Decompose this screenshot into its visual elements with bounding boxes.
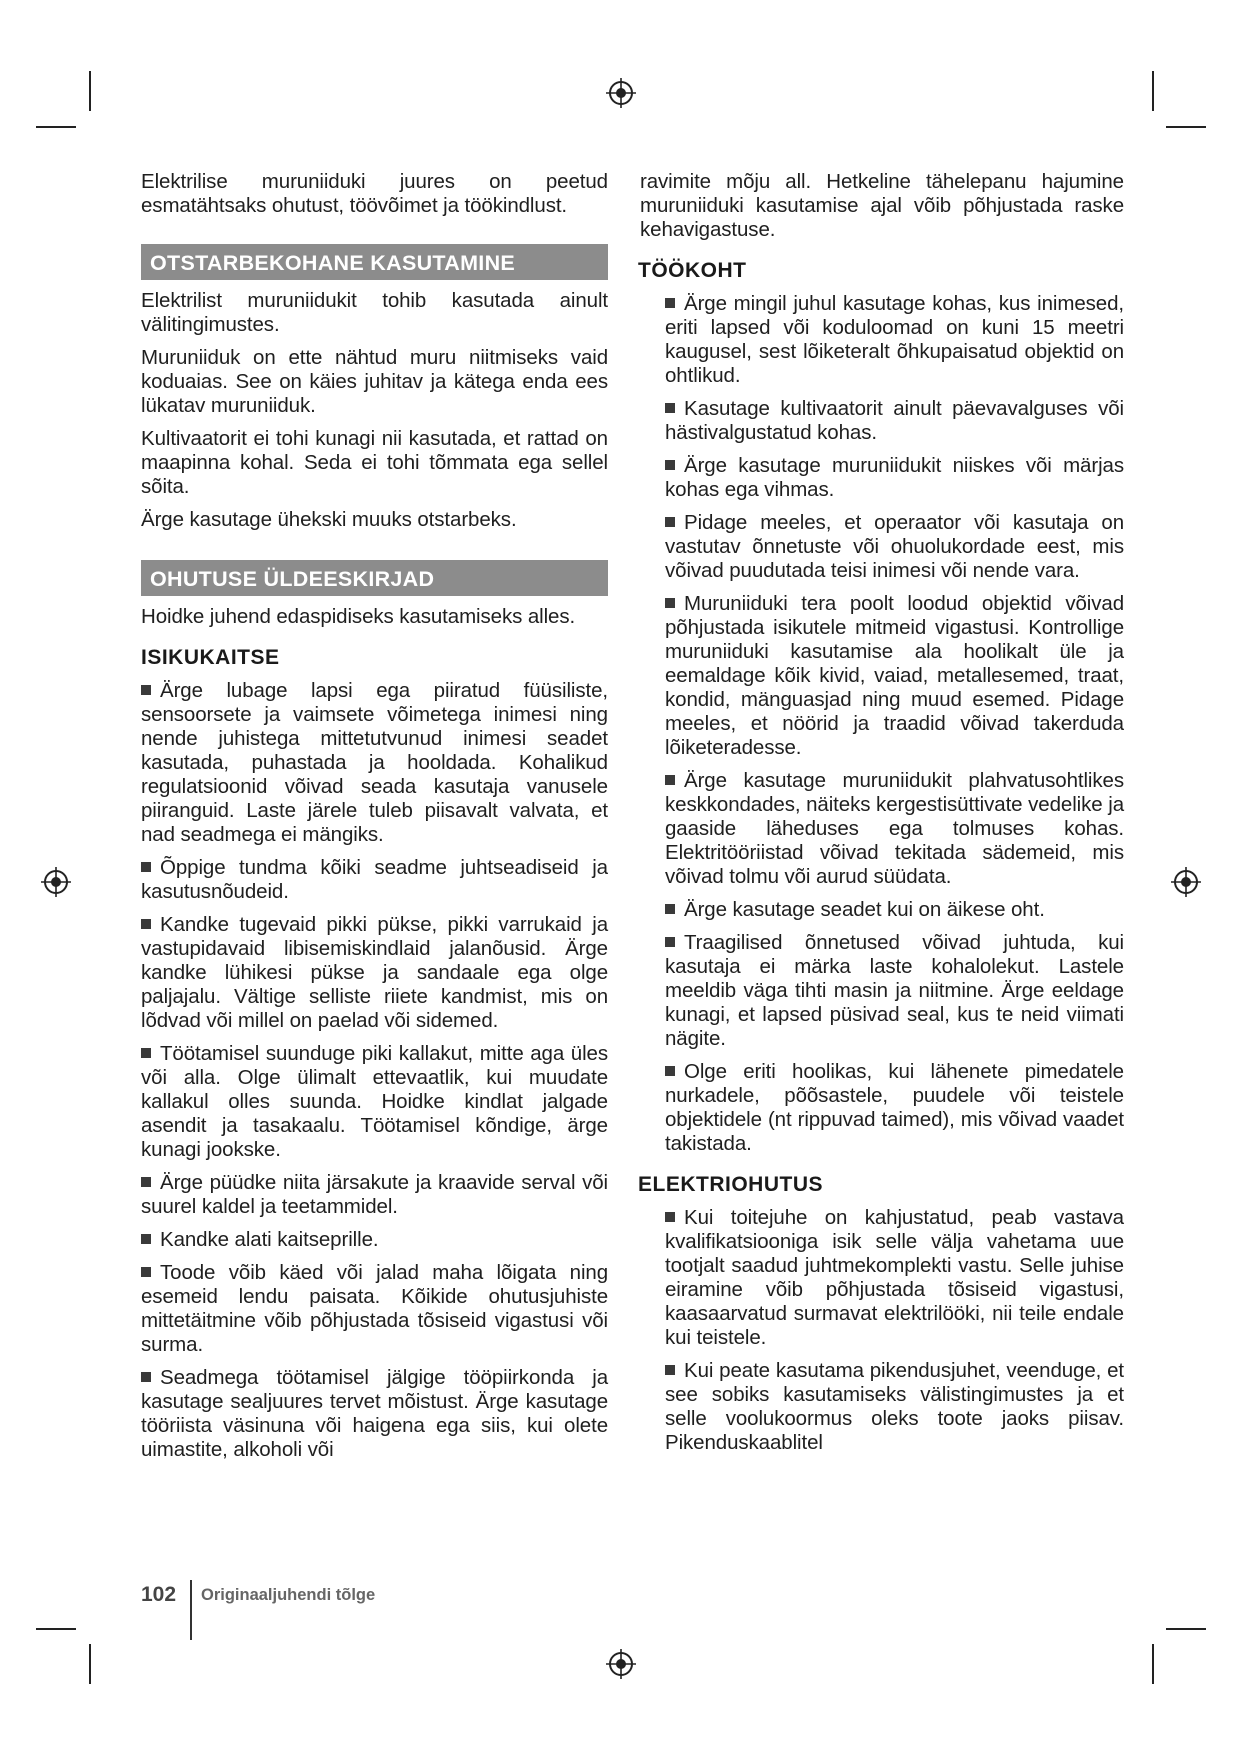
- square-bullet-icon: [141, 862, 151, 872]
- square-bullet-icon: [665, 517, 675, 527]
- crop-mark-top-left-vertical: [89, 71, 91, 111]
- bullet-item: Traagilised õnnetused võivad juhtuda, kui kasutaja ei märka laste kohalolekut. Lastele meeldib väga tihti masin ja niitmine. Ärge eeldage kunagi, et lapsed püsivad seal, kus te neid viimati nägite.: [665, 931, 1124, 1050]
- intro-paragraph: Elektrilise muruniiduki juures on peetud esmatähtsaks ohutust, töövõimet ja töökindlust.: [141, 170, 608, 217]
- bullet-item: Seadmega töötamisel jälgige tööpiirkonda ja kasutage sealjuures tervet mõistust. Ärge kasutage tööriista väsinuna või haigena ega siis, kui olete uimastite, alkoholi või: [141, 1366, 608, 1461]
- square-bullet-icon: [665, 460, 675, 470]
- bullet-item: Õppige tundma kõiki seadme juhtseadiseid ja kasutusnõudeid.: [141, 856, 608, 903]
- footer-label: Originaaljuhendi tõlge: [201, 1586, 376, 1604]
- square-bullet-icon: [665, 1212, 675, 1222]
- bullet-item: Ärge kasutage muruniidukit niiskes või märjas kohas ega vihmas.: [665, 454, 1124, 501]
- bullet-item: Töötamisel suunduge piki kallakut, mitte aga üles või alla. Olge ülimalt ettevaatlik, kui muudate kallakul olles suunda. Hoidke kindlat jalgade asendit ja tasakaalu. Töötamisel kõndige, ärge kunagi jookske.: [141, 1042, 608, 1161]
- square-bullet-icon: [665, 937, 675, 947]
- paragraph: Hoidke juhend edaspidiseks kasutamiseks alles.: [141, 605, 576, 628]
- paragraph: Ärge kasutage ühekski muuks otstarbeks.: [141, 508, 517, 531]
- bullet-item: Ärge kasutage muruniidukit plahvatusohtlikes keskkondades, näiteks kergestisüttivate vedelike ja gaaside läheduses ega tolmuses kohas. Elektritööriistad võivad tekitada sädemeid, mis võivad tolmu või aurud süüdata.: [665, 769, 1124, 888]
- subheading-electrical-safety: ELEKTRIOHUTUS: [638, 1173, 823, 1196]
- subheading-personal-protection: ISIKUKAITSE: [141, 646, 280, 669]
- square-bullet-icon: [665, 904, 675, 914]
- bullet-item: Muruniiduki tera poolt loodud objektid võivad põhjustada isikutele mitmeid vigastusi. Kontrollige muruniiduki kasutamise ala hoolikalt üle ja eemaldage kõik kivid, vaiad, metallesemed, traat, kondid, mänguasjad ning muud esemed. Pidage meeles, et nöörid ja traadid võivad takerduda lõiketeradesse.: [665, 592, 1124, 759]
- subheading-workplace: TÖÖKOHT: [638, 259, 747, 282]
- bullet-item: Kandke tugevaid pikki pükse, pikki varrukaid ja vastupidavaid libisemiskindlaid jalanõusid. Ärge kandke lühikesi pükse ja sandaale ega olge paljajalu. Vältige selliste riiete kandmist, mis on lõdvad või millel on paelad või sidemed.: [141, 913, 608, 1032]
- square-bullet-icon: [665, 298, 675, 308]
- square-bullet-icon: [141, 1372, 151, 1382]
- square-bullet-icon: [665, 1365, 675, 1375]
- crop-mark-bottom-left-vertical: [89, 1644, 91, 1684]
- bullet-item: Ärge mingil juhul kasutage kohas, kus inimesed, eriti lapsed või koduloomad on kuni 15 meetri kaugusel, sest lõiketeralt õhkupaisatud objektid on ohtlikud.: [665, 292, 1124, 387]
- bullet-item: Olge eriti hoolikas, kui lähenete pimedatele nurkadele, põõsastele, puudele või teistele objektidele (nt rippuvad taimed), mis võivad vaadet takistada.: [665, 1060, 1124, 1155]
- crop-mark-top-right-horizontal: [1166, 126, 1206, 128]
- paragraph: Kultivaatorit ei tohi kunagi nii kasutada, et rattad on maapinna kohal. Seda ei tohi tõmmata ega sellel sõita.: [141, 427, 608, 498]
- square-bullet-icon: [141, 1048, 151, 1058]
- paragraph: Elektrilist muruniidukit tohib kasutada ainult välitingimustes.: [141, 289, 608, 336]
- bullet-item: Kandke alati kaitseprille.: [141, 1228, 608, 1252]
- registration-mark-icon: [1170, 866, 1202, 898]
- bullet-item: Ärge kasutage seadet kui on äikese oht.: [665, 898, 1124, 922]
- registration-mark-icon: [40, 866, 72, 898]
- crop-mark-top-right-vertical: [1152, 71, 1154, 111]
- crop-mark-top-left-horizontal: [36, 126, 76, 128]
- square-bullet-icon: [665, 1066, 675, 1076]
- bullet-item: Pidage meeles, et operaator või kasutaja on vastutav õnnetuste või ohuolukordade eest, mis võivad puudutada teisi inimesi või nende vara.: [665, 511, 1124, 582]
- left-column: [141, 170, 608, 1471]
- continuation-paragraph: ravimite mõju all. Hetkeline tähelepanu hajumine muruniiduki kasutamise ajal võib põhjustada raske kehavigastuse.: [640, 170, 1124, 241]
- page-number: 102: [141, 1583, 177, 1606]
- square-bullet-icon: [141, 919, 151, 929]
- section-heading-general-safety: OHUTUSE ÜLDEESKIRJAD: [141, 560, 608, 596]
- registration-mark-icon: [605, 1648, 637, 1680]
- bullet-item: Toode võib käed või jalad maha lõigata ning esemeid lendu paisata. Kõikide ohutusjuhiste mittetäitmine võib põhjustada tõsiseid vigastusi või surma.: [141, 1261, 608, 1356]
- square-bullet-icon: [141, 685, 151, 695]
- crop-mark-bottom-left-horizontal: [36, 1628, 76, 1630]
- crop-mark-bottom-right-vertical: [1152, 1644, 1154, 1684]
- bullet-item: Ärge püüdke niita järsakute ja kraavide serval või suurel kaldel ja teetammidel.: [141, 1171, 608, 1218]
- square-bullet-icon: [141, 1267, 151, 1277]
- registration-mark-icon: [605, 77, 637, 109]
- section-heading-intended-use: OTSTARBEKOHANE KASUTAMINE: [141, 244, 608, 280]
- square-bullet-icon: [665, 403, 675, 413]
- right-column: [640, 170, 1124, 1464]
- bullet-item: Kasutage kultivaatorit ainult päevavalguses või hästivalgustatud kohas.: [665, 397, 1124, 444]
- square-bullet-icon: [141, 1177, 151, 1187]
- crop-mark-bottom-right-horizontal: [1166, 1628, 1206, 1630]
- bullet-item: Kui peate kasutama pikendusjuhet, veenduge, et see sobiks kasutamiseks välistingimustes ja et selle voolukoormus oleks toote jaoks piisav. Pikenduskaablitel: [665, 1359, 1124, 1454]
- bullet-item: Ärge lubage lapsi ega piiratud füüsiliste, sensoorsete ja vaimsete võimetega inimesi ning nende juhistega mittetutvunud inimesi seadet kasutada, puhastada ja hooldada. Kohalikud regulatsioonid võivad seada kasutaja vanusele piiranguid. Laste järele tuleb piisavalt valvata, et nad seadmega ei mängiks.: [141, 679, 608, 846]
- bullet-item: Kui toitejuhe on kahjustatud, peab vastava kvalifikatsiooniga isik selle välja vahetama uue tootjalt saadud juhtmekomplekti vastu. Selle juhise eiramine võib põhjustada tõsiseid vigastusi, kaasaarvatud surmavat elektrilööki, nii teile endale kui teistele.: [665, 1206, 1124, 1349]
- square-bullet-icon: [141, 1234, 151, 1244]
- paragraph: Muruniiduk on ette nähtud muru niitmiseks vaid koduaias. See on käies juhitav ja kätega enda ees lükatav muruniiduk.: [141, 346, 608, 417]
- footer-divider: [190, 1580, 192, 1640]
- square-bullet-icon: [665, 598, 675, 608]
- square-bullet-icon: [665, 775, 675, 785]
